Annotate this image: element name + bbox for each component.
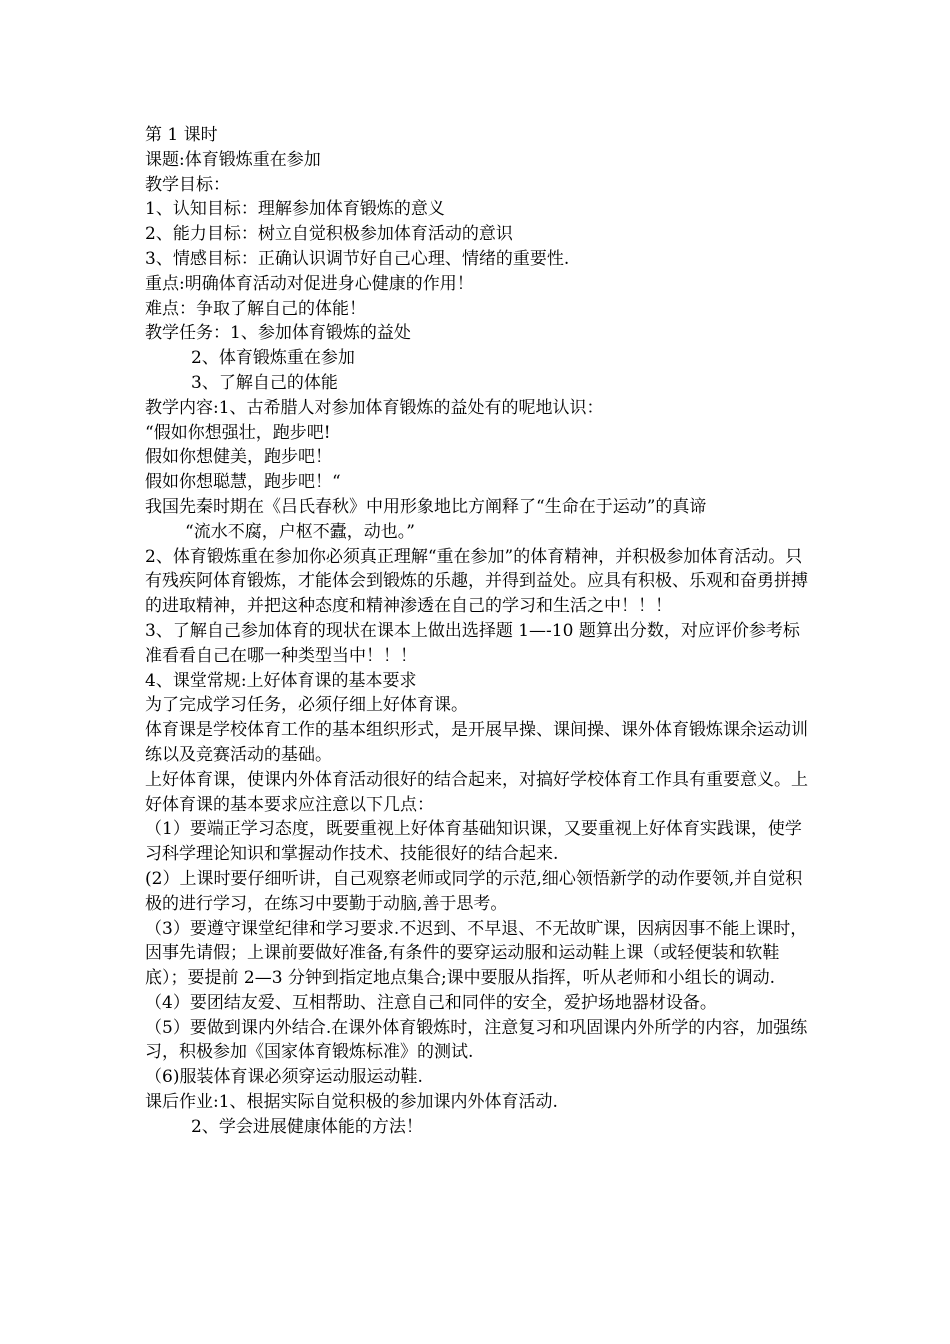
content-heading: 教学内容:1、古希腊人对参加体育锻炼的益处有的呢地认识：: [145, 397, 604, 418]
lesson-topic: 课题:体育锻炼重在参加: [145, 149, 321, 170]
participation-paragraph: 2、体育锻炼重在参加你必须真正理解“重在参加”的体育精神，并积极参加体育活动。只有残疾阿体育锻炼，才能体会到锻炼的乐趣，并得到益处。应具有积极、乐观和奋勇拼搏的进取精神，并把这种态度和精神渗透在自己的学习和生活之中！！！: [145, 546, 808, 617]
task-item: 2、体育锻炼重在参加: [191, 348, 355, 369]
qin-dynasty-line: 我国先秦时期在《吕氏春秋》中用形象地比方阐释了“生命在于运动”的真谛: [145, 496, 707, 517]
requirement-item: （4）要团结友爱、互相帮助、注意自己和同伴的安全，爱护场地器材设备。: [145, 992, 717, 1013]
requirement-item: （1）要端正学习态度，既要重视上好体育基础知识课，又要重视上好体育实践课，使学习科学理论知识和掌握动作技术、技能很好的结合起来.: [145, 819, 802, 865]
qin-quote: “流水不腐，户枢不蠹，动也。”: [185, 521, 415, 542]
greek-quote-line: 假如你想聪慧，跑步吧！“: [145, 472, 341, 493]
task-item: 教学任务：1、参加体育锻炼的益处: [145, 323, 411, 344]
lesson-period: 第 1 课时: [145, 125, 218, 145]
difficulty: 难点：争取了解自己的体能！: [145, 298, 366, 319]
homework-item: 课后作业:1、根据实际自觉积极的参加课内外体育活动.: [145, 1092, 558, 1113]
objective-item: 3、情感目标：正确认识调节好自己心理、情绪的重要性.: [145, 248, 570, 269]
good-class-paragraph: 上好体育课，使课内外体育活动很好的结合起来，对搞好学校体育工作具有重要意义。上好体育课的基本要求应注意以下几点：: [145, 769, 808, 815]
requirement-item: (2）上课时要仔细听讲，自己观察老师或同学的示范,细心领悟新学的动作要领,并自觉积极的进行学习，在练习中要勤于动脑,善于思考。: [145, 868, 803, 914]
key-point: 重点:明确体育活动对促进身心健康的作用！: [145, 273, 474, 294]
pe-class-paragraph: 体育课是学校体育工作的基本组织形式，是开展早操、课间操、课外体育锻炼课余运动训练以及竞赛活动的基础。: [145, 720, 808, 765]
homework-item: 2、学会进展健康体能的方法！: [191, 1116, 423, 1137]
objective-item: 1、认知目标：理解参加体育锻炼的意义: [145, 199, 445, 220]
status-paragraph: 3、了解自己参加体育的现状在课本上做出选择题 1—-10 题算出分数，对应评价参考标准看看自己在哪一种类型当中！！！: [145, 620, 800, 666]
task-item: 3、了解自己的体能: [191, 372, 338, 393]
requirement-item: （3）要遵守课堂纪律和学习要求.不迟到、不早退、不无故旷课，因病因事不能上课时，因事先请假；上课前要做好准备,有条件的要穿运动服和运动鞋上课（或轻便装和软鞋底）；要提前 2—3 分钟到指定地点集合;课中要服从指挥，听从老师和小组长的调动.: [145, 918, 808, 989]
lesson-plan-body: [145, 123, 815, 1140]
greek-quote-line: 假如你想健美，跑步吧！: [145, 447, 332, 468]
objective-item: 2、能力目标：树立自觉积极参加体育活动的意识: [145, 224, 513, 245]
requirement-item: （6)服装体育课必须穿运动服运动鞋.: [145, 1067, 423, 1088]
routine-intro: 为了完成学习任务，必须仔细上好体育课。: [145, 695, 468, 716]
objectives-heading: 教学目标：: [145, 174, 230, 195]
greek-quote-line: “假如你想强壮，跑步吧!: [145, 422, 331, 443]
routine-heading: 4、课堂常规:上好体育课的基本要求: [145, 670, 417, 691]
requirement-item: （5）要做到课内外结合.在课外体育锻炼时，注意复习和巩固课内外所学的内容，加强练习，积极参加《国家体育锻炼标准》的测试.: [145, 1017, 808, 1063]
